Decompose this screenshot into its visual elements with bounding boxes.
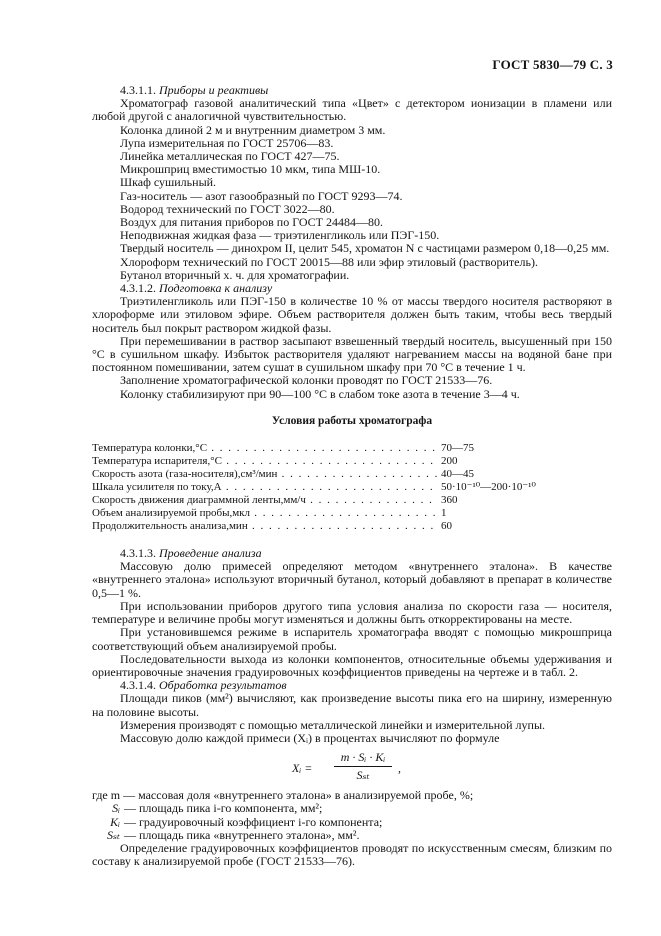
equipment-line: Микрошприц вместимостью 10 мкм, типа МШ-10. [120,162,381,177]
equipment-line: Шкаф сушильный. [120,175,217,190]
page-header: ГОСТ 5830—79 С. 3 [492,57,613,72]
condition-value: 200 [441,455,458,468]
condition-label: Объем анализируемой пробы,мкл . . . [92,507,437,520]
formula-fraction [334,751,392,782]
equipment-line: Хлороформ технический по ГОСТ 20015—88 или эфир этиловый (растворитель). [120,254,538,269]
paragraph: При перемешивании в раствор засыпают взвешенный твердый носитель, высушенный при 150 °С в сушильном шкафу. Избыток растворителя удаляют нагреванием массы на водяной бане при постоянном помешивании, затем сушат в сушильном шкафу при 70 °С в течение 1 ч. [92,333,612,375]
condition-row [92,442,612,455]
equipment-line: Твердый носитель — динохром II, целит 545, хроматон N с частицами размером 0,18—0,25 мм. [120,241,610,256]
where-text: — площадь пика «внутреннего эталона», мм². [124,827,360,842]
paragraph: Заполнение хроматографической колонки проводят по ГОСТ 21533—76. [120,373,493,388]
paragraph: Колонку стабилизируют при 90—100 °С в слабом токе азота в течение 3—4 ч. [120,386,520,401]
where-item [92,816,612,829]
condition-value: 50·10⁻¹⁰—200·10⁻¹⁰ [441,481,536,494]
formula-lhs: Xᵢ = [292,761,313,776]
where-symbol: Sₛₜ [106,827,120,842]
paragraph: Определение градуировочных коэффициентов проводят по искусственным смесям, близким по составу к анализируемой пробе (ГОСТ 21533—76). [92,840,612,869]
condition-value: 40—45 [441,468,474,481]
section-heading: Проведение анализа [159,546,262,561]
paragraph: При установившемся режиме в испаритель хроматографа вводят с помощью микрошприца соответствующий объем анализируемой пробы. [92,625,612,653]
section-number: 4.3.1.4. [120,678,156,693]
equipment-line: Линейка металлическая по ГОСТ 427—75. [120,149,340,164]
paragraph: При использовании приборов другого типа условия анализа по скорости газа — носителя, температуре и величине пробы могут изменяться и должны быть откорректированы на месте. [92,598,612,627]
condition-value: 1 [441,507,447,520]
where-text: — градуировочный коэффициент i-го компонента; [124,814,383,829]
where-item [92,802,612,815]
equipment-line: Лупа измерительная по ГОСТ 25706—83. [120,135,334,150]
equipment-line: Газ-носитель — азот газообразный по ГОСТ 9293—74. [120,188,403,203]
paragraph: Площади пиков (мм²) вычисляют, как произведение высоты пика его на ширину, измеренную на половине высоты. [92,691,612,719]
where-item [92,829,612,842]
paragraph: Массовую долю каждой примеси (Xᵢ) в процентах вычисляют по формуле [120,730,500,745]
condition-label: Скорость движения диаграммной ленты,мм/ч . . . [92,494,437,507]
section-heading: Обработка результатов [159,678,287,693]
paragraph: Последовательности выхода из колонки компонентов, относительные объемы удерживания и ориентировочные значения градуировочных коэффициентов приведены на чертеже и в табл. 2. [92,651,612,679]
formula [292,749,452,789]
condition-label: Температура испарителя,°С . . . [92,455,437,468]
formula-tail: , [398,761,401,776]
section-heading: Подготовка к анализу [159,281,273,296]
section-heading: Приборы и реактивы [159,83,269,97]
where-symbol: Sᵢ [112,801,120,816]
section-number: 4.3.1.3. [120,546,156,561]
paragraph: Триэтиленгликоль или ПЭГ-150 в количестве 10 % от массы твердого носителя растворяют в хлороформе или этиловом эфире. Объем растворителя должен быть таким, чтобы весь твердый носитель был покрыт раствором жидкой фазы. [92,294,612,335]
where-list [92,802,612,842]
formula-numerator: m · Sᵢ · Kᵢ [334,751,392,767]
condition-value: 60 [441,520,452,533]
condition-label: Шкала усилителя по току,А . . . [92,481,437,494]
equipment-line: Бутанол вторичный х. ч. для хроматографии. [120,267,350,282]
paragraph: Массовую долю примесей определяют методом «внутреннего эталона». В качестве «внутреннего эталона» используют вторичный бутанол, который добавляют в препарат в количестве 0,5—1 %. [92,559,612,600]
conditions-title: Условия работы хроматографа [271,414,433,427]
condition-row [92,520,612,533]
condition-label: Температура колонки,°С . . . [92,442,437,455]
conditions-table [92,442,612,533]
equipment-line: Колонка длиной 2 м и внутренним диаметром 3 мм. [120,122,386,137]
condition-row [92,455,612,468]
equipment-line: Неподвижная жидкая фаза — триэтиленгликоль или ПЭГ-150. [120,228,440,243]
section-number: 4.3.1.2. [120,281,156,296]
condition-value: 70—75 [441,442,474,455]
where-text: — площадь пика i-го компонента, мм²; [124,801,323,816]
condition-row [92,481,612,494]
where-first: где m — массовая доля «внутреннего эталона» в анализируемой пробе, %; [92,788,474,803]
where-symbol: Kᵢ [110,814,120,829]
condition-label: Продолжительность анализа,мин . . . [92,520,437,533]
equipment-line: Воздух для питания приборов по ГОСТ 24484—80. [120,215,383,230]
condition-row [92,507,612,520]
formula-denominator: Sₛₜ [356,768,370,783]
equipment-line: Хроматограф газовой аналитический типа «Цвет» с детектором ионизации в пламени или любой другой с аналогичной чувствительностью. [92,96,612,124]
section-number: 4.3.1.1. [120,83,156,97]
equipment-line: Водород технический по ГОСТ 3022—80. [120,201,335,216]
condition-label: Скорость азота (газа-носителя),см³/мин . . . [92,468,437,481]
paragraph: Измерения производят с помощью металлической линейки и измерительной лупы. [120,717,546,732]
document-body [92,84,612,868]
condition-row [92,468,612,481]
condition-value: 360 [441,494,458,507]
condition-row [92,494,612,507]
